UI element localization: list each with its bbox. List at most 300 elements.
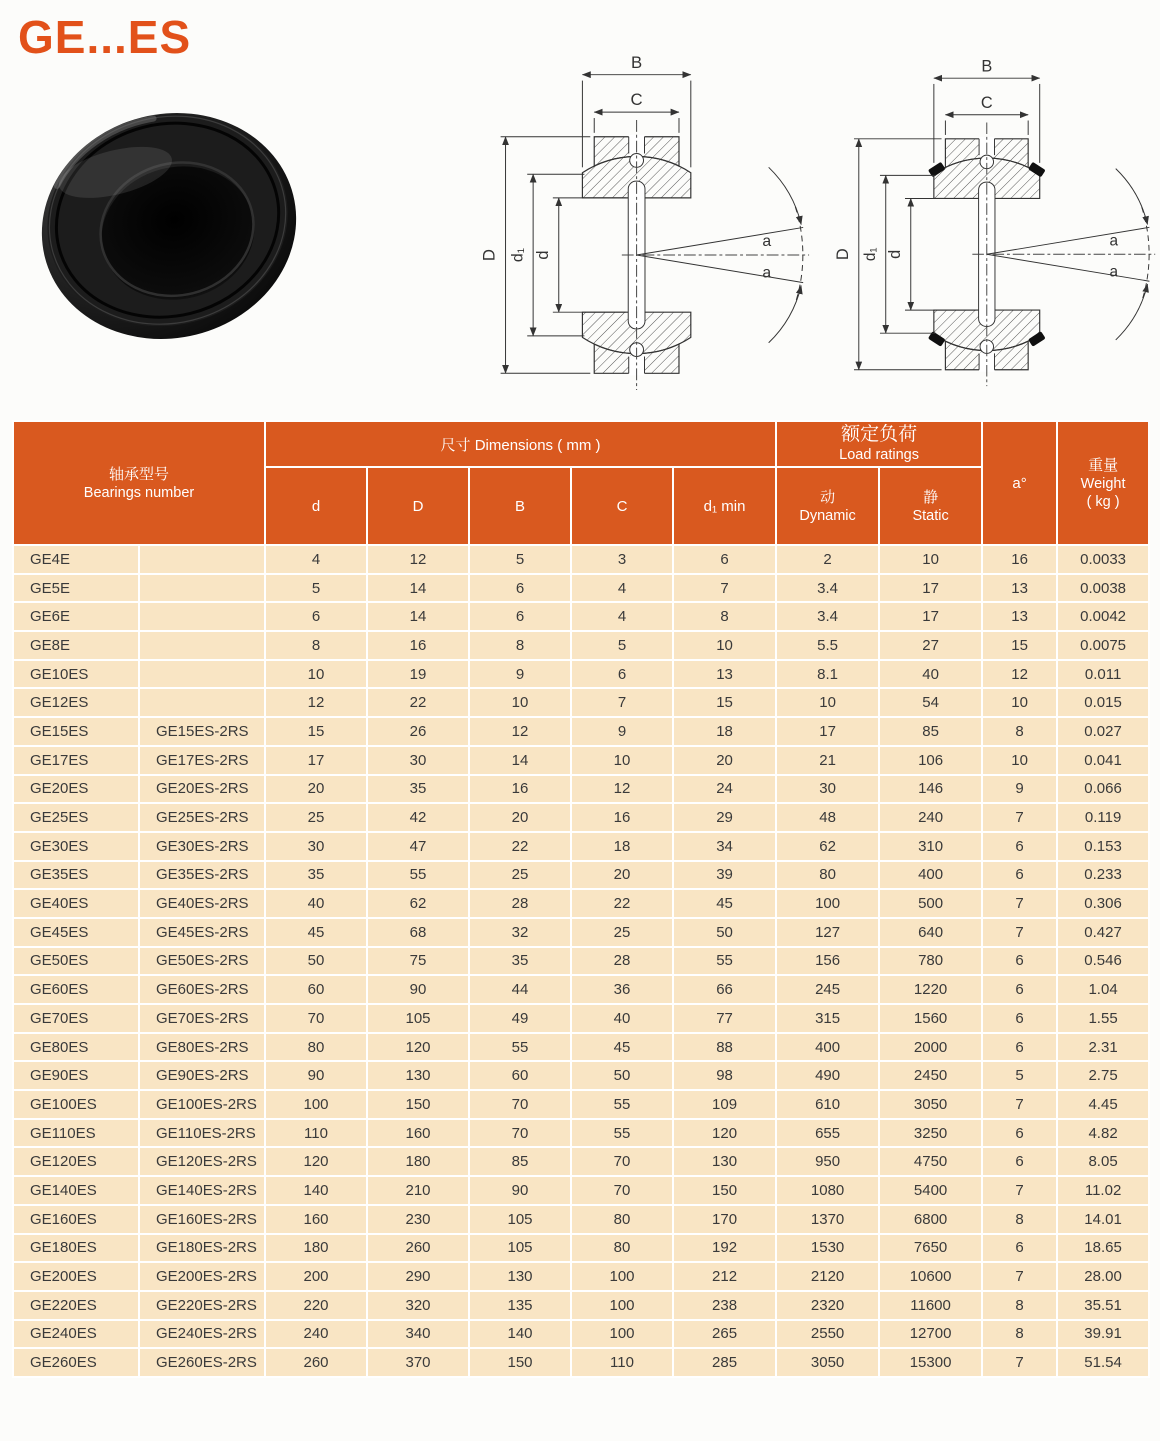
bearing-model-open-cell: GE10ES [13, 660, 139, 689]
bearing-model-open-cell: GE50ES [13, 947, 139, 976]
table-row [13, 1348, 1149, 1377]
value-cell: 0.0075 [1057, 631, 1149, 660]
bearing-model-open-cell: GE200ES [13, 1262, 139, 1291]
value-cell: 14.01 [1057, 1205, 1149, 1234]
value-cell: 1080 [776, 1176, 879, 1205]
value-cell: 39 [673, 861, 776, 890]
value-cell: 310 [879, 832, 982, 861]
value-cell: 500 [879, 889, 982, 918]
bearing-model-open-cell: GE70ES [13, 1004, 139, 1033]
value-cell: 610 [776, 1090, 879, 1119]
value-cell: 8 [265, 631, 367, 660]
value-cell: 50 [265, 947, 367, 976]
value-cell: 22 [469, 832, 571, 861]
value-cell: 17 [879, 602, 982, 631]
value-cell: 28.00 [1057, 1262, 1149, 1291]
bearing-model-open-cell: GE110ES [13, 1119, 139, 1148]
bearing-model-sealed-cell [139, 545, 265, 574]
dim-label-C: C [980, 94, 993, 113]
value-cell: 3 [571, 545, 673, 574]
value-cell: 10600 [879, 1262, 982, 1291]
value-cell: 315 [776, 1004, 879, 1033]
value-cell: 62 [367, 889, 469, 918]
value-cell: 2450 [879, 1061, 982, 1090]
value-cell: 10 [469, 688, 571, 717]
value-cell: 70 [571, 1147, 673, 1176]
value-cell: 120 [673, 1119, 776, 1148]
value-cell: 6 [571, 660, 673, 689]
value-cell: 140 [265, 1176, 367, 1205]
value-cell: 21 [776, 746, 879, 775]
table-row [13, 1090, 1149, 1119]
value-cell: 98 [673, 1061, 776, 1090]
value-cell: 48 [776, 803, 879, 832]
header-weight-unit: ( kg ) [1086, 493, 1120, 510]
value-cell: 28 [469, 889, 571, 918]
bearing-model-open-cell: GE6E [13, 602, 139, 631]
value-cell: 85 [879, 717, 982, 746]
value-cell: 150 [367, 1090, 469, 1119]
value-cell: 20 [673, 746, 776, 775]
table-row [13, 1176, 1149, 1205]
bearing-model-sealed-cell: GE70ES-2RS [139, 1004, 265, 1033]
header-col-C: C [571, 467, 673, 545]
value-cell: 45 [673, 889, 776, 918]
value-cell: 16 [571, 803, 673, 832]
value-cell: 11600 [879, 1291, 982, 1320]
value-cell: 15300 [879, 1348, 982, 1377]
bearing-model-sealed-cell: GE90ES-2RS [139, 1061, 265, 1090]
value-cell: 35.51 [1057, 1291, 1149, 1320]
value-cell: 130 [673, 1147, 776, 1176]
value-cell: 15 [265, 717, 367, 746]
value-cell: 15 [673, 688, 776, 717]
value-cell: 8 [982, 1291, 1057, 1320]
value-cell: 90 [265, 1061, 367, 1090]
bearing-model-sealed-cell: GE17ES-2RS [139, 746, 265, 775]
value-cell: 55 [469, 1033, 571, 1062]
table-row [13, 574, 1149, 603]
value-cell: 70 [265, 1004, 367, 1033]
value-cell: 100 [571, 1320, 673, 1349]
value-cell: 54 [879, 688, 982, 717]
bearing-model-open-cell: GE240ES [13, 1320, 139, 1349]
value-cell: 28 [571, 947, 673, 976]
value-cell: 1.04 [1057, 975, 1149, 1004]
value-cell: 105 [469, 1205, 571, 1234]
value-cell: 14 [367, 602, 469, 631]
value-cell: 47 [367, 832, 469, 861]
value-cell: 12700 [879, 1320, 982, 1349]
value-cell: 400 [776, 1033, 879, 1062]
value-cell: 220 [265, 1291, 367, 1320]
value-cell: 5400 [879, 1176, 982, 1205]
bearing-model-open-cell: GE12ES [13, 688, 139, 717]
value-cell: 6800 [879, 1205, 982, 1234]
value-cell: 10 [265, 660, 367, 689]
value-cell: 135 [469, 1291, 571, 1320]
value-cell: 127 [776, 918, 879, 947]
table-row [13, 947, 1149, 976]
table-row [13, 1033, 1149, 1062]
value-cell: 80 [571, 1205, 673, 1234]
value-cell: 62 [776, 832, 879, 861]
header-col-B: B [469, 467, 571, 545]
value-cell: 5 [469, 545, 571, 574]
header-col-static [879, 467, 982, 545]
dim-label-D: D [834, 248, 853, 261]
bearing-model-open-cell: GE100ES [13, 1090, 139, 1119]
header-weight [1057, 421, 1149, 545]
bearing-model-open-cell: GE90ES [13, 1061, 139, 1090]
value-cell: 140 [469, 1320, 571, 1349]
value-cell: 40 [879, 660, 982, 689]
value-cell: 55 [571, 1090, 673, 1119]
bearing-model-sealed-cell: GE240ES-2RS [139, 1320, 265, 1349]
value-cell: 0.306 [1057, 889, 1149, 918]
value-cell: 150 [469, 1348, 571, 1377]
value-cell: 6 [982, 947, 1057, 976]
value-cell: 7 [982, 803, 1057, 832]
value-cell: 100 [776, 889, 879, 918]
value-cell: 51.54 [1057, 1348, 1149, 1377]
value-cell: 60 [265, 975, 367, 1004]
value-cell: 50 [673, 918, 776, 947]
dim-label-d1: d₁ [509, 247, 527, 263]
header-weight-zh: 重量 [1088, 456, 1119, 474]
value-cell: 30 [265, 832, 367, 861]
value-cell: 14 [367, 574, 469, 603]
table-body [13, 545, 1149, 1377]
bearing-model-open-cell: GE30ES [13, 832, 139, 861]
value-cell: 6 [982, 861, 1057, 890]
value-cell: 16 [469, 775, 571, 804]
value-cell: 44 [469, 975, 571, 1004]
bearing-model-sealed-cell: GE110ES-2RS [139, 1119, 265, 1148]
value-cell: 35 [367, 775, 469, 804]
value-cell: 25 [571, 918, 673, 947]
value-cell: 3050 [776, 1348, 879, 1377]
table-row [13, 861, 1149, 890]
value-cell: 20 [571, 861, 673, 890]
bearing-model-open-cell: GE220ES [13, 1291, 139, 1320]
bearing-model-open-cell: GE120ES [13, 1147, 139, 1176]
value-cell: 80 [776, 861, 879, 890]
value-cell: 18.65 [1057, 1234, 1149, 1263]
angle-label-a-upper: a [762, 233, 772, 251]
value-cell: 5 [571, 631, 673, 660]
value-cell: 4.82 [1057, 1119, 1149, 1148]
value-cell: 60 [469, 1061, 571, 1090]
value-cell: 22 [571, 889, 673, 918]
bearing-model-open-cell: GE20ES [13, 775, 139, 804]
bearing-model-open-cell: GE45ES [13, 918, 139, 947]
value-cell: 55 [571, 1119, 673, 1148]
bearing-model-sealed-cell: GE140ES-2RS [139, 1176, 265, 1205]
value-cell: 45 [265, 918, 367, 947]
value-cell: 6 [982, 1119, 1057, 1148]
value-cell: 240 [265, 1320, 367, 1349]
value-cell: 950 [776, 1147, 879, 1176]
angle-label-a-upper: a [1109, 232, 1119, 250]
table-row [13, 746, 1149, 775]
value-cell: 238 [673, 1291, 776, 1320]
table-row [13, 803, 1149, 832]
bearing-model-sealed-cell [139, 574, 265, 603]
value-cell: 10 [776, 688, 879, 717]
table-row [13, 1320, 1149, 1349]
table-row [13, 688, 1149, 717]
table-row [13, 1061, 1149, 1090]
value-cell: 780 [879, 947, 982, 976]
table-row [13, 889, 1149, 918]
value-cell: 3.4 [776, 574, 879, 603]
value-cell: 9 [469, 660, 571, 689]
header-load-ratings-en: Load ratings [839, 447, 919, 463]
value-cell: 212 [673, 1262, 776, 1291]
value-cell: 0.011 [1057, 660, 1149, 689]
bearing-model-open-cell: GE160ES [13, 1205, 139, 1234]
bearing-model-open-cell: GE4E [13, 545, 139, 574]
bearing-model-open-cell: GE180ES [13, 1234, 139, 1263]
value-cell: 13 [982, 574, 1057, 603]
bearing-model-sealed-cell: GE220ES-2RS [139, 1291, 265, 1320]
value-cell: 8 [469, 631, 571, 660]
value-cell: 40 [265, 889, 367, 918]
value-cell: 2.75 [1057, 1061, 1149, 1090]
value-cell: 8 [982, 1320, 1057, 1349]
value-cell: 130 [367, 1061, 469, 1090]
value-cell: 192 [673, 1234, 776, 1263]
value-cell: 80 [571, 1234, 673, 1263]
value-cell: 640 [879, 918, 982, 947]
value-cell: 285 [673, 1348, 776, 1377]
value-cell: 3250 [879, 1119, 982, 1148]
value-cell: 55 [367, 861, 469, 890]
value-cell: 1220 [879, 975, 982, 1004]
value-cell: 400 [879, 861, 982, 890]
value-cell: 6 [982, 1033, 1057, 1062]
value-cell: 75 [367, 947, 469, 976]
header-dimensions: 尺寸 Dimensions ( mm ) [265, 421, 776, 467]
bearing-model-sealed-cell [139, 660, 265, 689]
value-cell: 2.31 [1057, 1033, 1149, 1062]
value-cell: 27 [879, 631, 982, 660]
value-cell: 9 [571, 717, 673, 746]
value-cell: 4750 [879, 1147, 982, 1176]
value-cell: 29 [673, 803, 776, 832]
value-cell: 18 [571, 832, 673, 861]
value-cell: 39.91 [1057, 1320, 1149, 1349]
value-cell: 7 [982, 918, 1057, 947]
value-cell: 34 [673, 832, 776, 861]
table-row [13, 918, 1149, 947]
bearing-model-sealed-cell: GE80ES-2RS [139, 1033, 265, 1062]
value-cell: 12 [265, 688, 367, 717]
dim-label-d1: d₁ [862, 247, 880, 262]
value-cell: 80 [265, 1033, 367, 1062]
value-cell: 35 [469, 947, 571, 976]
value-cell: 26 [367, 717, 469, 746]
value-cell: 1.55 [1057, 1004, 1149, 1033]
value-cell: 0.0042 [1057, 602, 1149, 631]
value-cell: 230 [367, 1205, 469, 1234]
value-cell: 100 [571, 1262, 673, 1291]
bearing-model-open-cell: GE140ES [13, 1176, 139, 1205]
value-cell: 6 [265, 602, 367, 631]
value-cell: 160 [265, 1205, 367, 1234]
value-cell: 200 [265, 1262, 367, 1291]
dim-label-C: C [630, 90, 643, 110]
value-cell: 22 [367, 688, 469, 717]
table-row [13, 602, 1149, 631]
value-cell: 16 [982, 545, 1057, 574]
value-cell: 7 [673, 574, 776, 603]
bearing-model-sealed-cell: GE120ES-2RS [139, 1147, 265, 1176]
header-col-d: d [265, 467, 367, 545]
value-cell: 2320 [776, 1291, 879, 1320]
header-static-en: Static [912, 507, 949, 524]
value-cell: 2550 [776, 1320, 879, 1349]
bearing-model-open-cell: GE5E [13, 574, 139, 603]
value-cell: 25 [469, 861, 571, 890]
value-cell: 130 [469, 1262, 571, 1291]
value-cell: 70 [469, 1090, 571, 1119]
value-cell: 210 [367, 1176, 469, 1205]
value-cell: 6 [469, 602, 571, 631]
value-cell: 10 [673, 631, 776, 660]
value-cell: 260 [367, 1234, 469, 1263]
value-cell: 88 [673, 1033, 776, 1062]
table-row [13, 775, 1149, 804]
bearing-model-sealed-cell: GE60ES-2RS [139, 975, 265, 1004]
value-cell: 14 [469, 746, 571, 775]
bearing-spec-table [12, 420, 1150, 1378]
table-row [13, 545, 1149, 574]
header-bearings-number [13, 421, 265, 545]
value-cell: 106 [879, 746, 982, 775]
value-cell: 8 [982, 717, 1057, 746]
value-cell: 1560 [879, 1004, 982, 1033]
header-bearings-number-zh: 轴承型号 [109, 465, 170, 483]
value-cell: 109 [673, 1090, 776, 1119]
bearing-model-sealed-cell: GE100ES-2RS [139, 1090, 265, 1119]
table-row [13, 832, 1149, 861]
value-cell: 7650 [879, 1234, 982, 1263]
value-cell: 9 [982, 775, 1057, 804]
table-row [13, 975, 1149, 1004]
header-col-D: D [367, 467, 469, 545]
header-load-ratings [776, 421, 982, 467]
bearing-model-sealed-cell [139, 631, 265, 660]
bearing-model-open-cell: GE15ES [13, 717, 139, 746]
bearing-model-open-cell: GE40ES [13, 889, 139, 918]
bearing-model-sealed-cell: GE200ES-2RS [139, 1262, 265, 1291]
value-cell: 180 [367, 1147, 469, 1176]
value-cell: 68 [367, 918, 469, 947]
bearing-model-open-cell: GE35ES [13, 861, 139, 890]
value-cell: 2 [776, 545, 879, 574]
value-cell: 0.0033 [1057, 545, 1149, 574]
value-cell: 0.041 [1057, 746, 1149, 775]
dim-label-B: B [631, 52, 643, 72]
value-cell: 260 [265, 1348, 367, 1377]
header-tilt-angle: a° [982, 421, 1057, 545]
value-cell: 2120 [776, 1262, 879, 1291]
bearing-photo [30, 98, 308, 356]
value-cell: 77 [673, 1004, 776, 1033]
value-cell: 0.546 [1057, 947, 1149, 976]
bearing-cross-section-open [474, 42, 814, 404]
value-cell: 110 [571, 1348, 673, 1377]
value-cell: 1530 [776, 1234, 879, 1263]
value-cell: 32 [469, 918, 571, 947]
value-cell: 6 [982, 1004, 1057, 1033]
header-col-d1min: d₁ min [673, 467, 776, 545]
value-cell: 7 [982, 1348, 1057, 1377]
bearing-model-sealed-cell: GE15ES-2RS [139, 717, 265, 746]
header-col-dynamic [776, 467, 879, 545]
value-cell: 1370 [776, 1205, 879, 1234]
value-cell: 100 [265, 1090, 367, 1119]
value-cell: 10 [982, 688, 1057, 717]
dim-label-D: D [479, 248, 499, 262]
table-row [13, 631, 1149, 660]
value-cell: 7 [982, 889, 1057, 918]
value-cell: 340 [367, 1320, 469, 1349]
value-cell: 3.4 [776, 602, 879, 631]
value-cell: 19 [367, 660, 469, 689]
value-cell: 55 [673, 947, 776, 976]
value-cell: 4.45 [1057, 1090, 1149, 1119]
value-cell: 20 [469, 803, 571, 832]
value-cell: 290 [367, 1262, 469, 1291]
value-cell: 12 [469, 717, 571, 746]
value-cell: 490 [776, 1061, 879, 1090]
value-cell: 40 [571, 1004, 673, 1033]
value-cell: 370 [367, 1348, 469, 1377]
bearing-model-sealed-cell: GE40ES-2RS [139, 889, 265, 918]
header-load-ratings-zh: 额定负荷 [841, 424, 918, 445]
value-cell: 12 [982, 660, 1057, 689]
value-cell: 17 [265, 746, 367, 775]
header-weight-en: Weight [1080, 475, 1126, 492]
value-cell: 160 [367, 1119, 469, 1148]
bearing-model-sealed-cell [139, 688, 265, 717]
value-cell: 0.066 [1057, 775, 1149, 804]
value-cell: 17 [776, 717, 879, 746]
value-cell: 146 [879, 775, 982, 804]
value-cell: 90 [367, 975, 469, 1004]
value-cell: 4 [571, 574, 673, 603]
table-row [13, 1291, 1149, 1320]
bearing-model-sealed-cell: GE45ES-2RS [139, 918, 265, 947]
value-cell: 6 [982, 975, 1057, 1004]
dim-label-d: d [532, 250, 552, 260]
value-cell: 100 [571, 1291, 673, 1320]
header-bearings-number-en: Bearings number [83, 484, 195, 501]
bearing-model-sealed-cell: GE30ES-2RS [139, 832, 265, 861]
value-cell: 24 [673, 775, 776, 804]
value-cell: 240 [879, 803, 982, 832]
page-title: GE...ES [18, 11, 192, 63]
value-cell: 120 [367, 1033, 469, 1062]
value-cell: 90 [469, 1176, 571, 1205]
value-cell: 120 [265, 1147, 367, 1176]
value-cell: 12 [571, 775, 673, 804]
bearing-model-sealed-cell: GE260ES-2RS [139, 1348, 265, 1377]
value-cell: 10 [571, 746, 673, 775]
